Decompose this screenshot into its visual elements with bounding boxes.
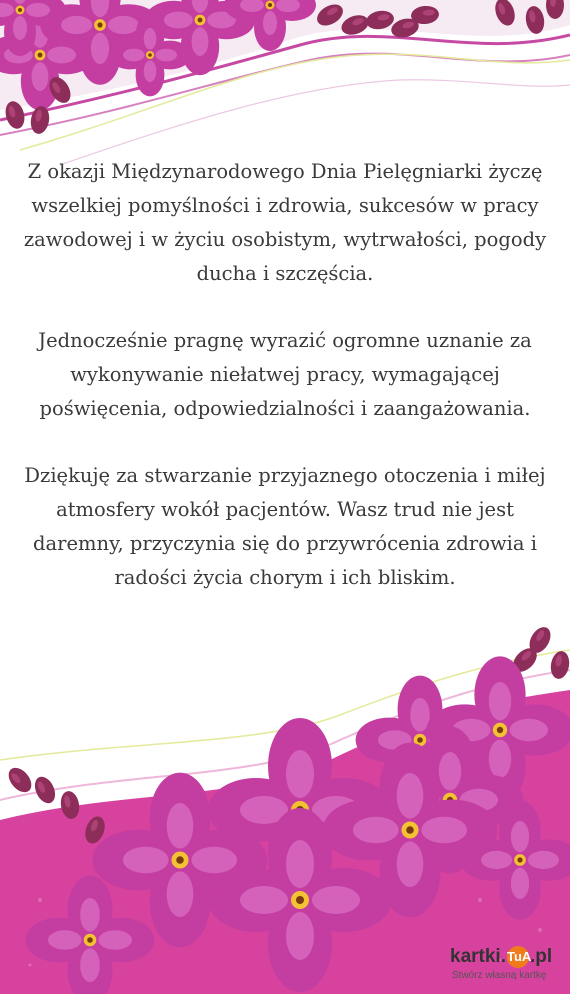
logo-suffix: .pl [529, 946, 553, 967]
greeting-paragraph-1: Z okazji Międzynarodowego Dnia Pielęgniarki życzę wszelkiej pomyślności i zdrowia, sukcesów w pracy zawodowej i w życiu osobistym, wytrwałości, pogody ducha i szczęścia. [23, 160, 547, 285]
logo-prefix: kartki. [450, 946, 506, 967]
greeting-paragraph-2: Jednocześnie pragnę wyrazić ogromne uznanie za wykonywanie niełatwej pracy, wymagającej poświęcenia, odpowiedzialności i zaangażowania. [38, 329, 532, 420]
kartki-logo[interactable] [450, 946, 562, 986]
logo-tagline: Stwórz własną kartkę [452, 970, 547, 981]
greeting-paragraph-3: Dziękuję za stwarzanie przyjaznego otoczenia i miłej atmosfery wokół pacjentów. Wasz trud nie jest daremny, przyczynia się do przywrócenia zdrowia i radości życia chorym i ich bliskim. [24, 464, 546, 589]
logo-badge-icon: TuA [507, 946, 529, 968]
logo-wordmark [450, 946, 552, 968]
greeting-text [20, 155, 550, 628]
